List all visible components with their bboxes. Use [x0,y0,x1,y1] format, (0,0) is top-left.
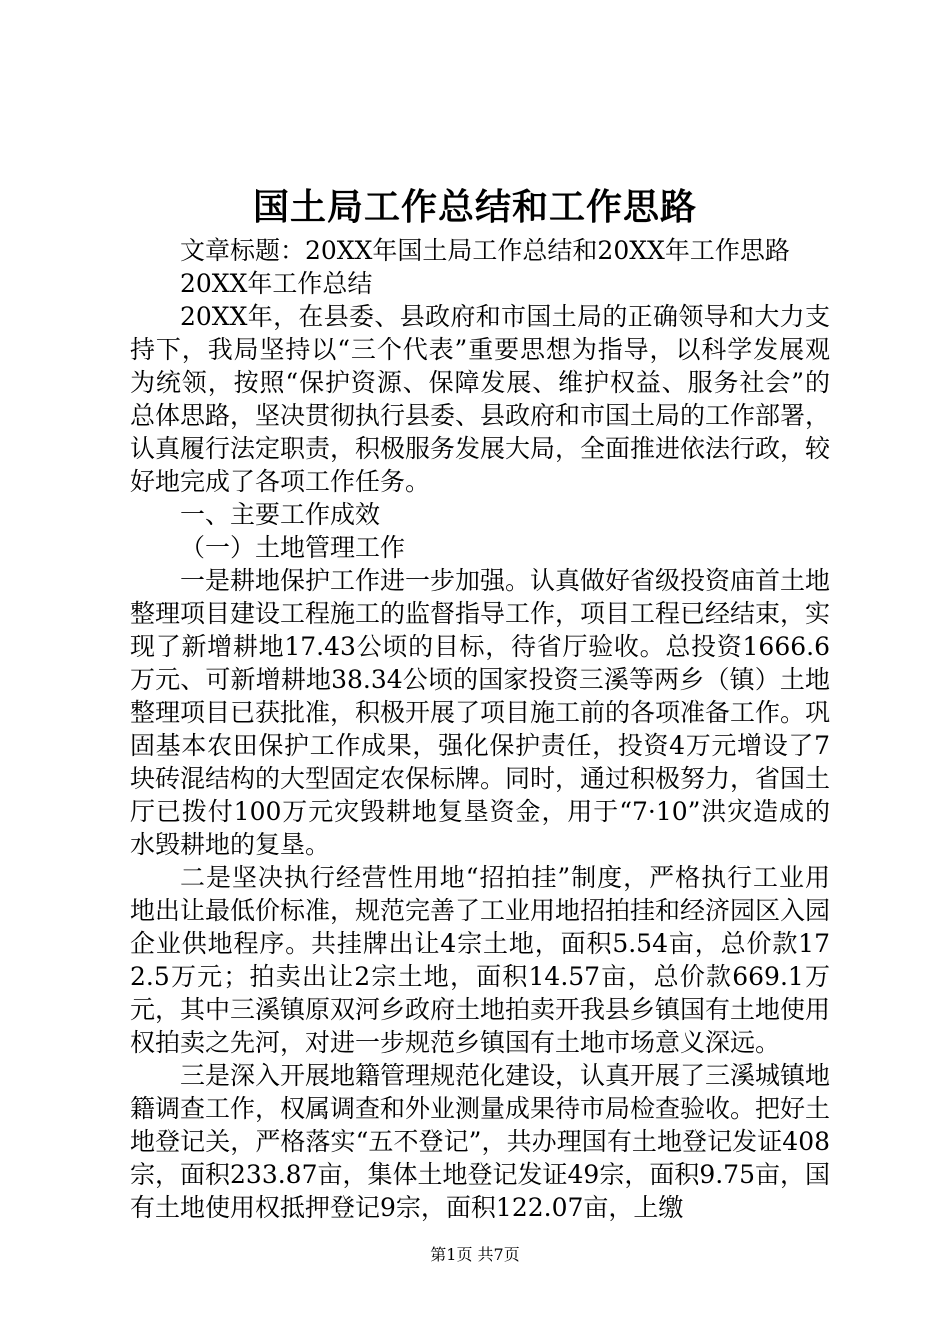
paragraph-farmland-protection: 一是耕地保护工作进一步加强。认真做好省级投资庙首土地整理项目建设工程施工的监督指导工作，项目工程已经结束，实现了新增耕地17.43公顷的目标，待省厅验收。总投资1666.6万元、可新增耕地38.34公顷的国家投资三溪等两乡（镇）土地整理项目已获批准，积极开展了项目施工前的各项准备工作。巩固基本农田保护工作成果，强化保护责任，投资4万元增设了7块砖混结构的大型固定农保标牌。同时，通过积极努力，省国土厅已拨付100万元灾毁耕地复垦资金，用于“7·10”洪灾造成的水毁耕地的复垦。 [130,566,831,859]
document-body [130,234,830,1224]
subsection-heading-land-management: （一）土地管理工作 [180,533,406,562]
paragraph-land-auction: 二是坚决执行经营性用地“招拍挂”制度，严格执行工业用地出让最低价标准，规范完善了工业用地招拍挂和经济园区入园企业供地程序。共挂牌出让4宗土地，面积5.54亩，总价款172.5万元；拍卖出让2宗土地，面积14.57亩，总价款669.1万元，其中三溪镇原双河乡政府土地拍卖开我县乡镇国有土地使用权拍卖之先河，对进一步规范乡镇国有土地市场意义深远。 [130,863,831,1057]
paragraph-cadastral-management: 三是深入开展地籍管理规范化建设，认真开展了三溪城镇地籍调查工作，权属调查和外业测量成果待市局检查验收。把好土地登记关，严格落实“五不登记”，共办理国有土地登记发证408宗，面积233.87亩，集体土地登记发证49宗，面积9.75亩，国有土地使用权抵押登记9宗，面积122.07亩，上缴 [130,1061,831,1222]
section-heading-summary: 20XX年工作总结 [180,269,373,298]
page-number-footer: 第1页 共7页 [430,1245,520,1264]
document-title: 国土局工作总结和工作思路 [252,186,697,228]
paragraph-intro: 20XX年，在县委、县政府和市国土局的正确领导和大力支持下，我局坚持以“三个代表”重要思想为指导，以科学发展观为统领，按照“保护资源、保障发展、维护权益、服务社会”的总体思路，坚决贯彻执行县委、县政府和市国土局的工作部署，认真履行法定职责，积极服务发展大局，全面推进依法行政，较好地完成了各项工作任务。 [130,302,831,496]
article-heading-line: 文章标题：20XX年国土局工作总结和20XX年工作思路 [180,236,790,265]
section-heading-achievements: 一、主要工作成效 [180,500,381,529]
